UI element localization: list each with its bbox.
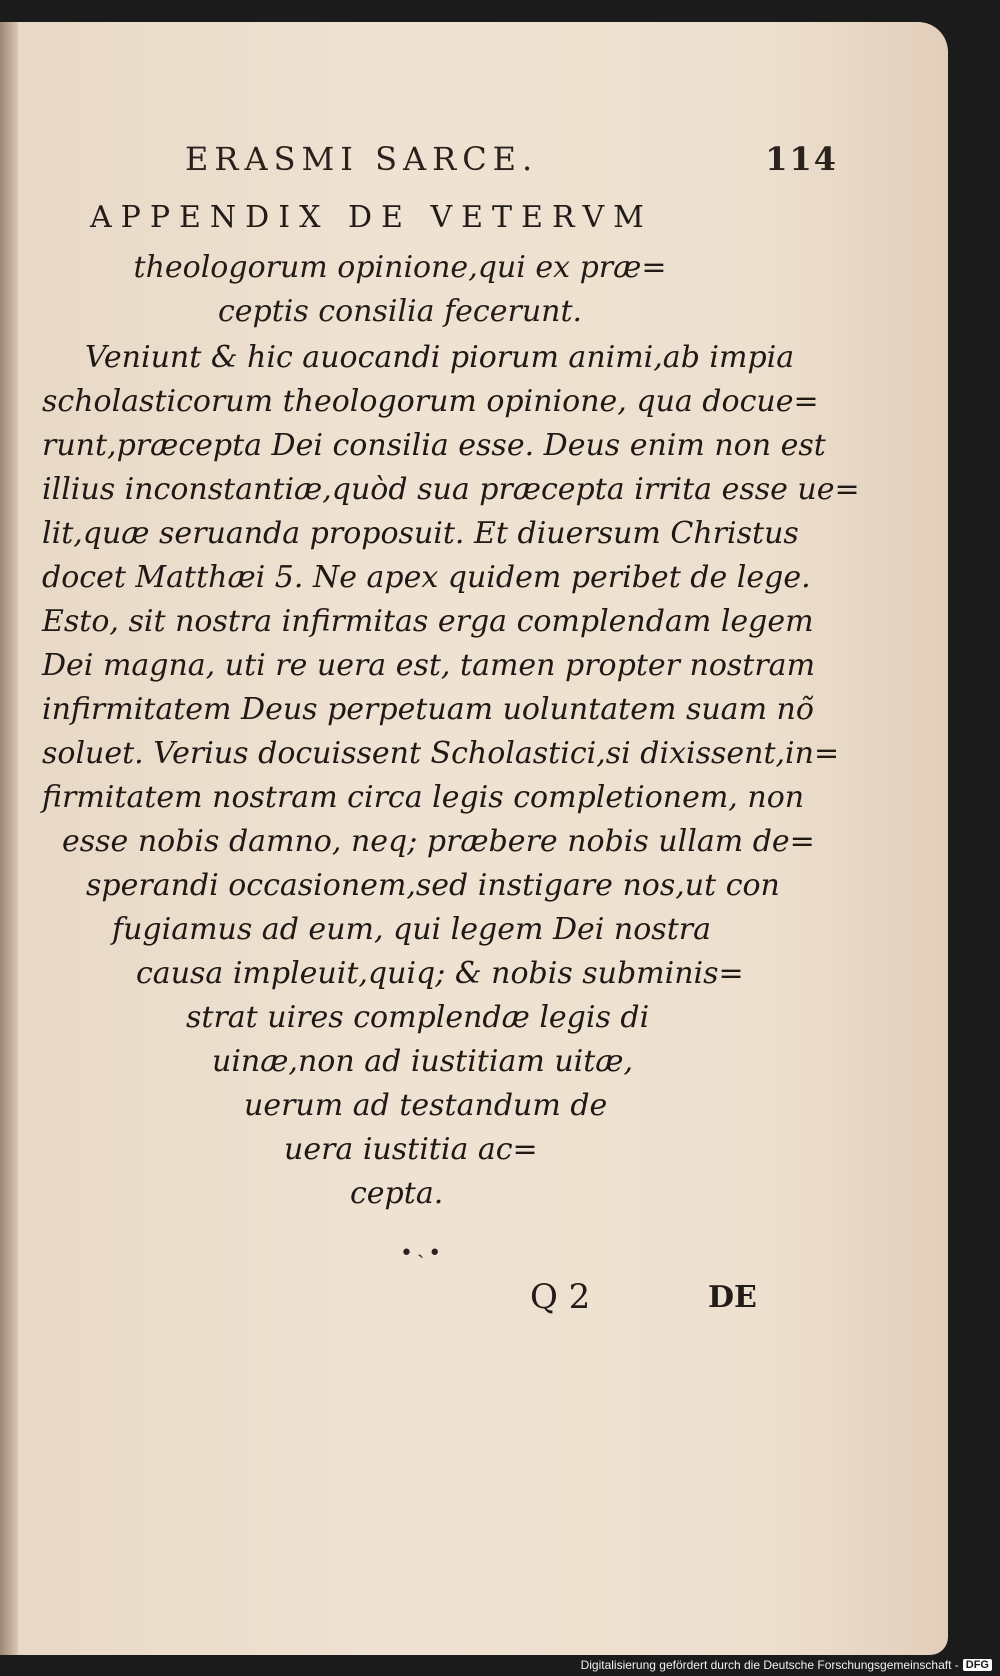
body-line: scholasticorum theologorum opinione, qua docue= — [42, 384, 819, 419]
end-ornament: •˴• — [400, 1241, 446, 1266]
body-line: Esto, sit nostra infirmitas erga complendam legem — [42, 604, 814, 639]
section-title: APPENDIX DE VETERVM — [90, 200, 653, 235]
body-line: uinæ,non ad iustitiam uitæ, — [212, 1044, 634, 1079]
running-header — [185, 140, 838, 178]
catchword: DE — [708, 1280, 757, 1315]
body-line: uera iustitia ac= — [284, 1132, 538, 1167]
body-line: firmitatem nostram circa legis completionem, non — [42, 780, 805, 815]
body-line: illius inconstantiæ,quòd sua præcepta irrita esse ue= — [42, 472, 860, 507]
book-page — [0, 22, 948, 1655]
page-number: 114 — [765, 140, 838, 178]
body-line: docet Matthæi 5. Ne apex quidem peribet de lege. — [42, 560, 811, 595]
body-line: causa impleuit,quiq; & nobis subminis= — [136, 956, 744, 991]
body-line: cepta. — [350, 1176, 444, 1211]
body-line: lit,quæ seruanda proposuit. Et diuersum Christus — [42, 516, 799, 551]
section-subtitle-line-1: theologorum opinione,qui ex præ= — [133, 250, 667, 285]
dfg-logo: DFG — [963, 1659, 992, 1671]
body-line: runt,præcepta Dei consilia esse. Deus enim non est — [42, 428, 826, 463]
digitization-credit — [581, 1658, 992, 1672]
credit-text: Digitalisierung gefördert durch die Deutsche Forschungsgemeinschaft - — [580, 1658, 959, 1672]
body-line: uerum ad testandum de — [244, 1088, 608, 1123]
running-title: ERASMI SARCE. — [185, 140, 539, 178]
body-line: fugiamus ad eum, qui legem Dei nostra — [112, 912, 711, 947]
signature-mark: Q 2 — [530, 1277, 591, 1317]
body-line: strat uires complendæ legis di — [186, 1000, 650, 1035]
body-line: Veniunt & hic auocandi piorum animi,ab impia — [85, 340, 795, 375]
page-gutter — [0, 22, 18, 1655]
body-line: sperandi occasionem,sed instigare nos,ut con — [86, 868, 780, 903]
body-line: esse nobis damno, neq; præbere nobis ullam de= — [62, 824, 815, 859]
body-line: infirmitatem Deus perpetuam uoluntatem suam nõ — [42, 692, 814, 727]
section-subtitle-line-2: ceptis consilia fecerunt. — [217, 294, 583, 329]
body-line: Dei magna, uti re uera est, tamen propter nostram — [42, 648, 816, 683]
body-line: soluet. Verius docuissent Scholastici,si dixissent,in= — [42, 736, 840, 771]
